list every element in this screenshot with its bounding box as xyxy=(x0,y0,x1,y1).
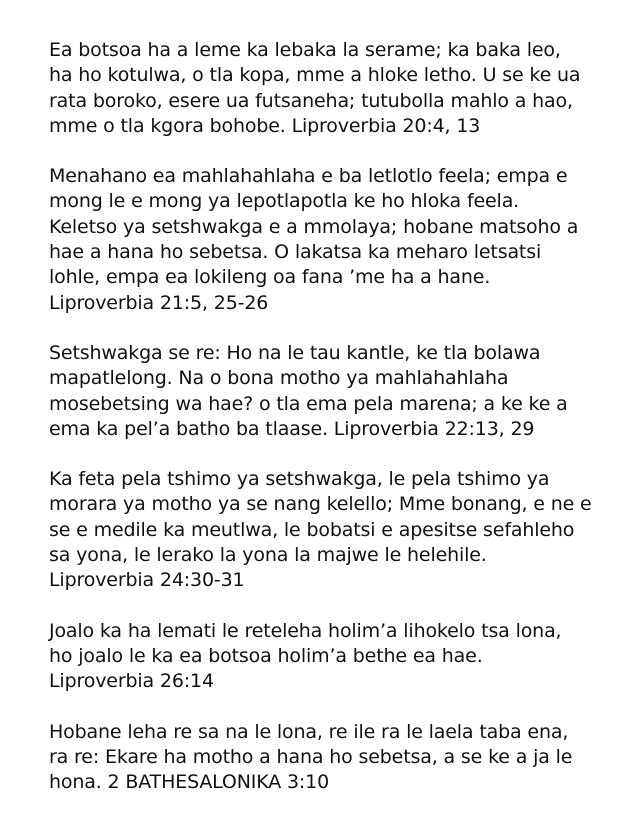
text-line: Liproverbia 21:5, 25-26 xyxy=(49,291,269,314)
text-line: ha ho kotulwa, o tla kopa, mme a hloke letho. U se ke ua xyxy=(49,64,581,87)
text-line: Keletso ya setshwakga e a mmolaya; hobane matsoho a xyxy=(49,215,579,238)
text-line: sa yona, le lerako la yona la majwe le helehile. xyxy=(49,544,487,567)
paragraph-proverbs-26 xyxy=(49,619,609,695)
paragraph-proverbs-20 xyxy=(49,38,609,139)
text-line: lohle, empa ea lokileng oa fana ’me ha a hane. xyxy=(49,266,491,289)
text-line: Ea botsoa ha a leme ka lebaka la serame; ka baka leo, xyxy=(49,39,561,61)
text-line: morara ya motho ya se nang kelello; Mme bonang, e ne e xyxy=(49,493,592,516)
text-line: Hobane leha re sa na le lona, re ile ra le laela taba ena, xyxy=(49,720,569,743)
text-line: Joalo ka ha lemati le reteleha holim’a lihokelo tsa lona, xyxy=(49,619,562,642)
text-line: Liproverbia 24:30-31 xyxy=(49,569,245,592)
text-line: Menahano ea mahlahahlaha e ba letlotlo feela; empa e xyxy=(49,165,568,188)
text-line: Setshwakga se re: Ho na le tau kantle, ke tla bolawa xyxy=(49,341,541,364)
text-line: hona. 2 BATHESALONIKA 3:10 xyxy=(49,771,330,794)
text-line: ra re: Ekare ha motho a hana ho sebetsa, a se ke a ja le xyxy=(49,745,573,768)
document-page xyxy=(49,38,609,820)
text-line: Liproverbia 26:14 xyxy=(49,670,214,693)
text-line: mapatlelong. Na o bona motho ya mahlahahlaha xyxy=(49,367,509,390)
text-line: ema ka pel’a batho ba tlaase. Liproverbia 22:13, 29 xyxy=(49,417,535,440)
paragraph-proverbs-24 xyxy=(49,467,609,593)
text-line: mme o tla kgora bohobe. Liproverbia 20:4, 13 xyxy=(49,114,481,137)
text-line: hae a hana ho sebetsa. O lakatsa ka meharo letsatsi xyxy=(49,241,542,264)
text-line: mong le e mong ya lepotlapotla ke ho hloka feela. xyxy=(49,190,520,213)
paragraph-proverbs-22 xyxy=(49,341,609,442)
text-line: rata boroko, esere ua futsaneha; tutubolla mahlo a hao, xyxy=(49,89,573,112)
text-line: se e medile ka meutlwa, le bobatsi e apesitse sefahleho xyxy=(49,518,575,541)
text-line: Ka feta pela tshimo ya setshwakga, le pela tshimo ya xyxy=(49,468,550,491)
text-line: mosebetsing wa hae? o tla ema pela marena; a ke ke a xyxy=(49,392,568,415)
text-line: ho joalo le ka ea botsoa holim’a bethe ea hae. xyxy=(49,644,483,667)
paragraph-proverbs-21 xyxy=(49,164,609,316)
paragraph-thessalonians xyxy=(49,720,609,796)
